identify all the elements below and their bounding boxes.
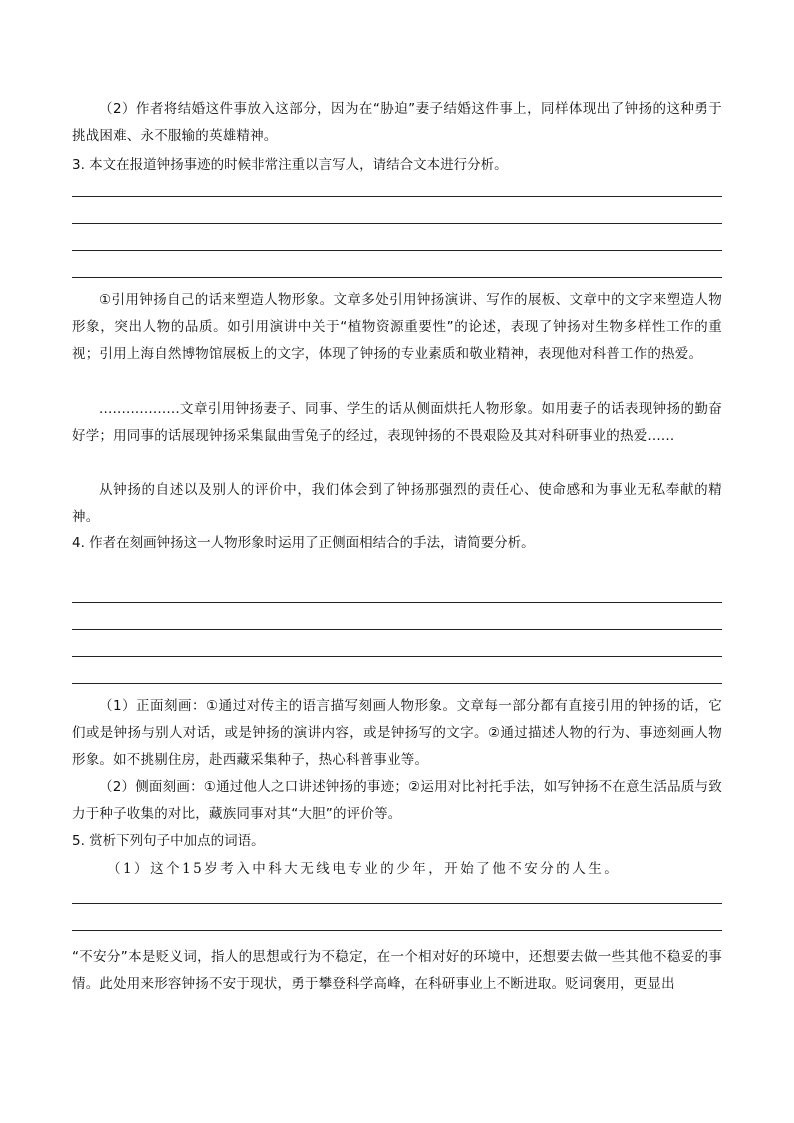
question-5-answer: “不安分”本是贬义词，指人的思想或行为不稳定，在一个相对好的环境中，还想要去做一些其他不稳妥的事情。此处用来形容钟扬不安于现状，勇于攀登科学高峰，在科研事业上不断进取。贬词褒用，更显出 <box>72 949 722 992</box>
question-3-answer-3: 从钟扬的自述以及别人的评价中，我们体会到了钟扬那强烈的责任心、使命感和为事业无私奉献的精神。 <box>72 482 722 525</box>
question-4-answer-2: （2）侧面刻画：①通过他人之口讲述钟扬的事迹；②运用对比衬托手法，如写钟扬不在意生活品质与致力于种子收集的对比，藏族同事对其“大胆”的评价等。 <box>72 779 722 822</box>
answer-line <box>72 683 722 684</box>
answer-line <box>72 656 722 657</box>
answer-line <box>72 223 722 224</box>
answer-line <box>72 602 722 603</box>
answer-line <box>72 277 722 278</box>
answer-line <box>72 250 722 251</box>
question-4-prompt: 4. 作者在刻画钟扬这一人物形象时运用了正侧面相结合的手法，请简要分析。 <box>72 535 535 551</box>
question-3-answer-1: ①引用钟扬自己的话来塑造人物形象。文章多处引用钟扬演讲、写作的展板、文章中的文字来塑造人物形象，突出人物的品质。如引用演讲中关于“植物资源重要性”的论述，表现了钟扬对生物多样性工作的重视；引用上海自然博物馆展板上的文字，体现了钟扬的专业素质和敬业精神，表现他对科普工作的热爱。 <box>72 292 722 362</box>
answer-line <box>72 629 722 630</box>
question-5-prompt: 5. 赏析下列句子中加点的词语。 <box>72 833 265 849</box>
answer-line <box>72 903 722 904</box>
answer-line <box>72 196 722 197</box>
question-3-prompt: 3. 本文在报道钟扬事迹的时候非常注重以言写人，请结合文本进行分析。 <box>72 157 508 173</box>
question-4-answer-1: （1）正面刻画：①通过对传主的语言描写刻画人物形象。文章每一部分都有直接引用的钟扬的话，它们或是钟扬与别人对话，或是钟扬的演讲内容，或是钟扬写的文字。②通过描述人物的行为、事迹刻画人物形象。如不挑剔住房，赴西藏采集种子，热心科普事业等。 <box>72 698 722 768</box>
answer-line <box>72 930 722 931</box>
question-3-answer-2: ..................文章引用钟扬妻子、同事、学生的话从侧面烘托人物形象。如用妻子的话表现钟扬的勤奋好学；用同事的话展现钟扬采集鼠曲雪兔子的经过，表现钟扬的不畏艰险及其对科研事业的热爱...... <box>72 401 722 444</box>
intro-paragraph: （2）作者将结婚这件事放入这部分，因为在“胁迫”妻子结婚这件事上，同样体现出了钟扬的这种勇于挑战困难、永不服输的英雄精神。 <box>72 101 722 144</box>
question-5-sentence: （1）这个15岁考入中科大无线电专业的少年，开始了他不安分的人生。 <box>107 861 621 877</box>
